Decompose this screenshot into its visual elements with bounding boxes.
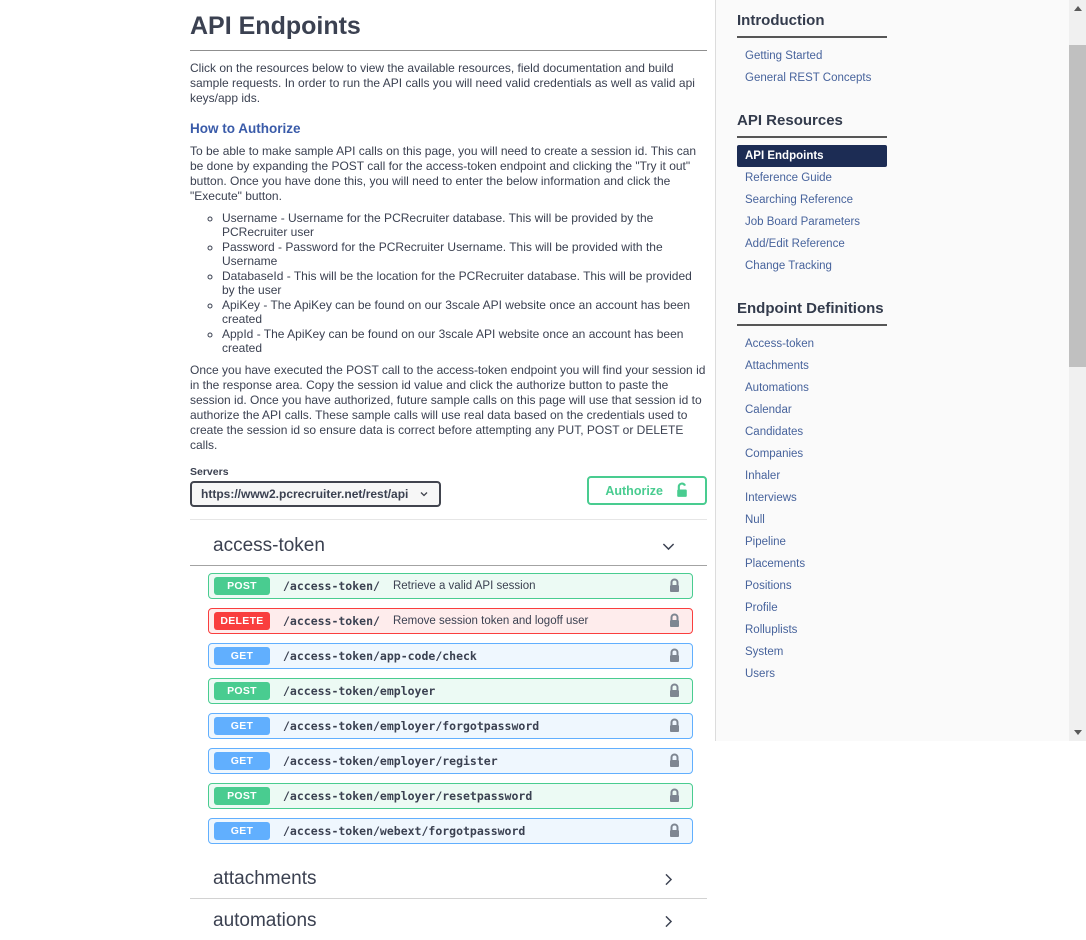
chevron-right-icon — [660, 913, 677, 930]
endpoint-path: /access-token/app-code/check — [283, 649, 477, 664]
scroll-down-button[interactable] — [1069, 724, 1086, 741]
sidebar-item-searching-reference[interactable]: Searching Reference — [745, 194, 854, 206]
scheme-container — [190, 466, 707, 520]
section-header-attachments[interactable] — [190, 857, 707, 899]
endpoint-description: Remove session token and logoff user — [392, 615, 589, 628]
sidebar-item-companies[interactable]: Companies — [745, 448, 804, 460]
authorize-paragraph-1: To be able to make sample API calls on this page, you will need to create a session id. This can be done by expanding the POST call for the access-token endpoint and clicking the "Try it out" button. Once you have done this, you will need to enter the below information and click the "Execute" button. — [190, 144, 697, 203]
sidebar-item-general-rest-concepts[interactable]: General REST Concepts — [745, 72, 872, 84]
sidebar-heading: Introduction — [737, 12, 887, 38]
sidebar-item-job-board-parameters[interactable]: Job Board Parameters — [745, 216, 861, 228]
unlock-icon — [675, 482, 689, 499]
endpoint-row[interactable] — [208, 748, 693, 774]
endpoint-path: /access-token/webext/forgotpassword — [283, 824, 526, 839]
lock-icon[interactable] — [668, 613, 681, 629]
servers-label: Servers — [190, 466, 229, 479]
sidebar-item-placements[interactable]: Placements — [745, 558, 806, 570]
server-select-value: https://www2.pcrecruiter.net/rest/api — [201, 487, 409, 502]
endpoint-path: /access-token/employer/resetpassword — [283, 789, 533, 804]
sidebar-item-api-endpoints[interactable]: API Endpoints — [737, 145, 887, 167]
method-badge: GET — [214, 822, 270, 840]
authorize-button[interactable] — [587, 476, 707, 505]
sidebar-heading: Endpoint Definitions — [737, 300, 887, 326]
scroll-down-icon — [1074, 730, 1082, 735]
method-badge: GET — [214, 717, 270, 735]
sidebar-nav — [737, 12, 1037, 708]
sidebar-item-calendar[interactable]: Calendar — [745, 404, 792, 416]
content-sidebar-divider — [715, 0, 716, 741]
section-title: automations — [213, 910, 317, 932]
sidebar-group-endpoint-definitions — [737, 300, 1037, 685]
endpoint-path: /access-token/employer/forgotpassword — [283, 719, 540, 734]
lock-icon[interactable] — [668, 718, 681, 734]
section-title: access-token — [213, 535, 325, 557]
endpoint-row[interactable] — [208, 783, 693, 809]
endpoint-row[interactable] — [208, 573, 693, 599]
sidebar-item-profile[interactable]: Profile — [745, 602, 778, 614]
server-select[interactable] — [190, 481, 441, 507]
lock-icon[interactable] — [668, 578, 681, 594]
list-item: ◦ Username - Username for the PCRecruiter database. This will be provided by the PCRecruiter user — [222, 211, 707, 239]
method-badge: GET — [214, 647, 270, 665]
method-badge: POST — [214, 577, 270, 595]
servers-block — [190, 466, 441, 507]
lock-icon[interactable] — [668, 753, 681, 769]
endpoint-row[interactable] — [208, 608, 693, 634]
endpoint-row[interactable] — [208, 818, 693, 844]
endpoint-description: Retrieve a valid API session — [392, 580, 536, 593]
endpoint-row[interactable] — [208, 643, 693, 669]
sidebar-item-reference-guide[interactable]: Reference Guide — [745, 172, 832, 184]
authorize-button-label: Authorize — [605, 483, 663, 498]
intro-paragraph: Click on the resources below to view the available resources, field documentation and build sample requests. In order to run the API calls you will need valid credentials as well as valid api keys/app ids. — [190, 61, 695, 105]
section-header-access-token[interactable] — [190, 524, 707, 566]
how-to-authorize-heading: How to Authorize — [190, 121, 301, 136]
sidebar-item-positions[interactable]: Positions — [745, 580, 792, 592]
list-item: ◦ AppId - The ApiKey can be found on our 3scale API website once an account has been created — [222, 327, 707, 355]
scrollbar[interactable] — [1069, 0, 1086, 741]
method-badge: POST — [214, 787, 270, 805]
page-title: API Endpoints — [190, 12, 707, 51]
scroll-up-icon — [1074, 6, 1082, 11]
list-item: ◦ DatabaseId - This will be the location for the PCRecruiter database. This will be provided by the user — [222, 269, 707, 297]
list-item: ◦ Password - Password for the PCRecruiter Username. This will be provided with the Username — [222, 240, 707, 268]
endpoint-path: /access-token/employer — [283, 684, 436, 699]
credentials-list — [190, 211, 707, 355]
method-badge: POST — [214, 682, 270, 700]
sidebar-item-system[interactable]: System — [745, 646, 784, 658]
chevron-right-icon — [660, 871, 677, 888]
method-badge: GET — [214, 752, 270, 770]
sidebar-item-automations[interactable]: Automations — [745, 382, 809, 394]
scrollbar-thumb[interactable] — [1069, 45, 1086, 367]
sidebar-item-interviews[interactable]: Interviews — [745, 492, 797, 504]
sidebar-item-attachments[interactable]: Attachments — [745, 360, 809, 372]
list-item: ◦ ApiKey - The ApiKey can be found on our 3scale API website once an account has been created — [222, 298, 707, 326]
scroll-up-button[interactable] — [1069, 0, 1086, 17]
section-header-automations[interactable] — [190, 899, 707, 940]
method-badge: DELETE — [214, 612, 270, 630]
sidebar-group-introduction — [737, 12, 1037, 89]
sidebar-item-change-tracking[interactable]: Change Tracking — [745, 260, 832, 272]
endpoint-path: /access-token/employer/register — [283, 754, 498, 769]
sidebar-item-null[interactable]: Null — [745, 514, 765, 526]
endpoint-row[interactable] — [208, 678, 693, 704]
lock-icon[interactable] — [668, 788, 681, 804]
chevron-down-icon — [660, 538, 677, 555]
section-title: attachments — [213, 868, 317, 890]
sidebar-item-add-edit-reference[interactable]: Add/Edit Reference — [745, 238, 845, 250]
endpoint-path: /access-token/ — [283, 614, 380, 629]
chevron-down-icon — [418, 488, 430, 500]
endpoint-path: /access-token/ — [283, 579, 380, 594]
lock-icon[interactable] — [668, 683, 681, 699]
endpoint-list — [190, 566, 707, 857]
endpoint-row[interactable] — [208, 713, 693, 739]
sidebar-item-rolluplists[interactable]: Rolluplists — [745, 624, 798, 636]
lock-icon[interactable] — [668, 823, 681, 839]
sidebar-item-inhaler[interactable]: Inhaler — [745, 470, 781, 482]
sidebar-item-access-token[interactable]: Access-token — [745, 338, 815, 350]
sidebar-item-pipeline[interactable]: Pipeline — [745, 536, 786, 548]
sidebar-heading: API Resources — [737, 112, 887, 138]
main-content — [190, 0, 707, 940]
authorize-paragraph-2: Once you have executed the POST call to the access-token endpoint you will find your session id in the response area. Copy the session id value and click the authorize button to paste the session id. Once you have authorized, future sample calls on this page will use that session id to authorize the API calls. These sample calls will use real data based on the credentials used to create the session id so ensure data is correct before attempting any PUT, POST or DELETE calls. — [190, 363, 706, 453]
lock-icon[interactable] — [668, 648, 681, 664]
sidebar-item-getting-started[interactable]: Getting Started — [745, 50, 823, 62]
sidebar-item-users[interactable]: Users — [745, 668, 776, 680]
sidebar-group-api-resources — [737, 112, 1037, 277]
sidebar-item-candidates[interactable]: Candidates — [745, 426, 804, 438]
